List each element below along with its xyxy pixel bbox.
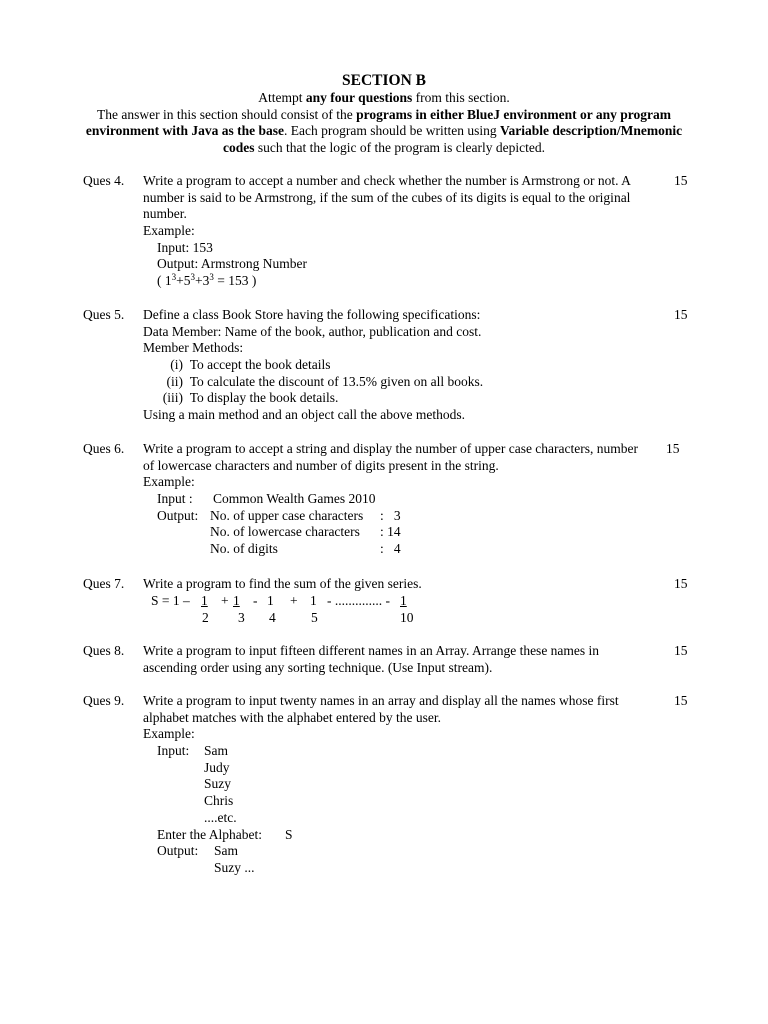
numerator: 1: [233, 592, 240, 608]
input-name: ....etc.: [204, 809, 237, 825]
example-input: Input: 153: [157, 239, 213, 255]
example-output: Output: Armstrong Number: [157, 256, 307, 272]
example-calculation: [143, 273, 653, 290]
question-text: Write a program to accept a string and display the number of upper case characters, number: [143, 441, 639, 456]
output-row-label: No. of lowercase characters: [210, 524, 360, 540]
question-text: Define a class Book Store having the following specifications:: [143, 307, 481, 322]
section-title: SECTION B: [342, 72, 426, 89]
numerator: 1: [310, 592, 317, 608]
question-number: Ques 8.: [83, 643, 125, 658]
denominator: 2: [202, 609, 209, 625]
output-row-value: : 3: [380, 507, 401, 523]
instruction-text: . Each program should be written using: [284, 123, 500, 139]
denominator: 10: [400, 609, 414, 625]
operator: +: [221, 592, 229, 608]
question-body: [143, 693, 653, 877]
question-marks: 15: [674, 693, 688, 708]
example-output-row: [143, 541, 653, 558]
calc-part: +5: [176, 273, 191, 289]
section-header: [80, 72, 688, 157]
instruction-paragraph: [80, 107, 688, 157]
example-input: [143, 743, 653, 760]
operator: +: [290, 592, 298, 608]
exponent: 3: [209, 272, 214, 283]
instruction-text: from this section.: [412, 90, 510, 105]
instruction-text: The answer in this section should consist of the: [97, 106, 357, 122]
question-body: [143, 441, 653, 558]
question-number: Ques 4.: [83, 173, 125, 188]
item-text: To accept the book details: [189, 357, 331, 373]
example-output: [143, 843, 653, 860]
numerator: 1: [267, 592, 274, 608]
calc-part: +3: [195, 273, 210, 289]
input-name: Suzy: [204, 776, 231, 792]
instruction-text: such that the logic of the program is clearly depicted.: [254, 140, 546, 156]
example-input: [143, 491, 653, 508]
question-marks: 15: [674, 307, 688, 322]
instruction-line: [80, 90, 688, 107]
input-name: Judy: [204, 759, 230, 775]
question-number: Ques 5.: [83, 307, 125, 322]
method-item: [143, 357, 653, 374]
denominator: 5: [311, 609, 318, 625]
item-text: To calculate the discount of 13.5% given on all books.: [189, 373, 484, 389]
question-text: Member Methods:: [143, 340, 244, 356]
question-text: Write a program to find the sum of the given series.: [143, 576, 422, 591]
input-name: Chris: [204, 793, 234, 809]
series-start: S = 1 –: [151, 592, 190, 608]
calc-part: ( 1: [157, 273, 172, 289]
output-row-value: : 4: [380, 541, 401, 557]
item-text: To display the book details.: [189, 390, 339, 406]
enter-label: Enter the Alphabet:: [157, 826, 262, 842]
input-value: Common Wealth Games 2010: [213, 491, 376, 507]
question-marks: 15: [674, 173, 688, 188]
method-item: [143, 390, 653, 407]
question-text: Write a program to input fifteen different names in an Array. Arrange these names in: [143, 643, 600, 658]
operator: -: [253, 592, 258, 608]
output-name: Sam: [214, 843, 239, 859]
instruction-text: Attempt: [258, 90, 306, 105]
question-body: [143, 643, 653, 676]
question-text: Using a main method and an object call the above methods.: [143, 407, 466, 423]
question-text: ascending order using any sorting technique. (Use Input stream).: [143, 659, 493, 675]
exponent: 3: [171, 272, 177, 283]
question-text: Write a program to input twenty names in an array and display all the names whose first: [143, 693, 619, 708]
question-text: Data Member: Name of the book, author, publication and cost.: [143, 323, 482, 339]
numerator: 1: [201, 592, 208, 608]
enter-value: S: [285, 826, 293, 842]
example-label: Example:: [143, 474, 195, 490]
example-label: Example:: [143, 726, 195, 742]
question-number: Ques 6.: [83, 441, 125, 456]
input-name: Sam: [204, 743, 229, 759]
calc-part: = 153 ): [213, 273, 257, 289]
exponent: 3: [190, 272, 195, 283]
denominator: 3: [238, 609, 245, 625]
question-body: [143, 307, 653, 424]
enter-alphabet-line: [143, 827, 653, 844]
example-output-row: [143, 524, 653, 541]
question-number: Ques 7.: [83, 576, 125, 591]
series-ellipsis: - .............. -: [327, 592, 390, 608]
output-name: Suzy ...: [214, 859, 255, 875]
output-row-label: No. of upper case characters: [210, 507, 364, 523]
input-label: Input :: [157, 491, 193, 507]
input-label: Input:: [157, 743, 190, 759]
question-body: [143, 173, 653, 290]
instruction-bold: any four questions: [305, 90, 413, 105]
question-marks: 15: [674, 576, 688, 591]
instruction-bold: programs in either BlueJ environment or any program environment with Java as the base: [85, 106, 671, 139]
question-text: Write a program to accept a number and check whether the number is Armstrong or not. A number is said to be Armstrong, if the sum of the cubes of its digits is equal to the original number.: [143, 173, 631, 222]
item-number: (i): [170, 357, 183, 373]
method-item: [143, 374, 653, 391]
example-output-row: [143, 508, 653, 525]
question-body: [143, 576, 653, 627]
numerator: 1: [400, 592, 407, 608]
question-number: Ques 9.: [83, 693, 125, 708]
item-number: (iii): [162, 390, 183, 406]
question-marks: 15: [674, 643, 688, 658]
question-text: of lowercase characters and number of digits present in the string.: [143, 457, 499, 473]
item-number: (ii): [166, 373, 183, 389]
example-label: Example:: [143, 223, 195, 239]
output-label: Output:: [157, 843, 199, 859]
denominator: 4: [269, 609, 276, 625]
question-text: alphabet matches with the alphabet entered by the user.: [143, 709, 442, 725]
instruction-bold: Variable description/Mnemonic codes: [222, 123, 683, 156]
output-label: Output:: [157, 507, 199, 523]
question-marks: 15: [666, 441, 680, 456]
output-row-value: : 14: [380, 524, 401, 540]
series-formula: [143, 593, 653, 627]
output-row-label: No. of digits: [210, 541, 278, 557]
